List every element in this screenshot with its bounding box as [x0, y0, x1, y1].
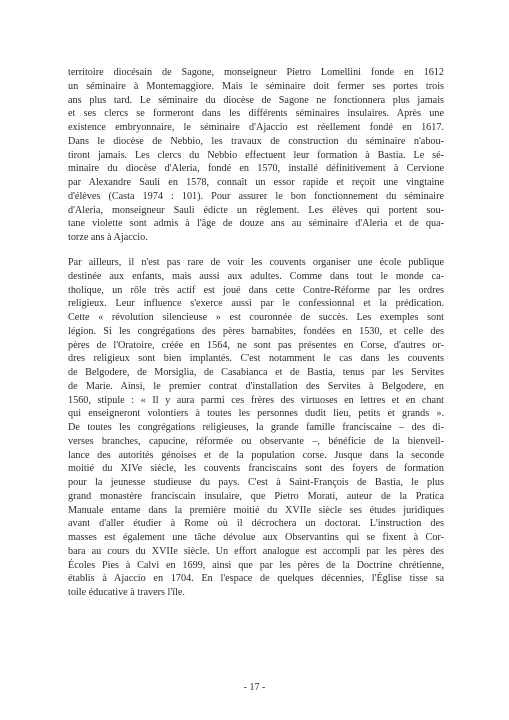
text-line: moitié du XIVe siècle, les couvents franciscains sont des foyers de formation [68, 463, 444, 475]
text-line: existence embryonnaire, le séminaire d'Ajaccio est réellement fondé en 1617. [68, 122, 444, 133]
text-line: Dans le diocèse de Nebbio, les travaux de construction du séminaire n'abou- [68, 135, 444, 147]
text-line: de Belgodere, de Morsiglia, de Casabianca et de Bastia, tenus par les Servites [68, 367, 444, 378]
text-line: Écoles Pies à Calvi en 1699, ainsi que par les pères de la Doctrine chrétienne, [68, 559, 444, 571]
text-line: avant d'aller étudier à Rome où il décrochera un doctorat. L'instruction des [68, 518, 444, 530]
text-line: dres religieux sont bien implantés. C'est notamment le cas dans les couvents [68, 353, 444, 365]
page-number: - 17 - [243, 682, 266, 693]
text-line: pour la jeunesse studieuse du pays. C'est à Saint-François de Bastia, le plus [68, 477, 444, 488]
text-line: Par ailleurs, il n'est pas rare de voir les couvents organiser une école publique [68, 257, 444, 268]
text-line: territoire diocésain de Sagone, monseigneur Pietro Lomellini fonde en 1612 [68, 67, 444, 78]
text-line: tane violette sont admis à l'âge de douze ans au séminaire d'Aleria et de qua- [68, 218, 444, 230]
text-line: toile éducative à travers l'île. [68, 587, 185, 598]
text-line: minaire du diocèse d'Aleria, fondé en 1570, installé définitivement à Cervione [68, 163, 444, 175]
text-line: torze ans à Ajaccio. [68, 232, 148, 243]
text-line: et ses clercs se formeront dans les différents séminaires insulaires. Après une [68, 108, 444, 120]
text-line: Manuale entame dans la première moitié du XVIIe siècle ses études juridiques [68, 504, 444, 516]
text-line: grand monastère franciscain insulaire, que Pietro Morati, auteur de la Pratica [68, 490, 444, 502]
text-line: tholique, un rôle très actif est joué dans cette Contre-Réforme par les ordres [68, 284, 444, 296]
text-line: verses branches, capucine, réformée ou observante –, bénéficie de la bienveil- [68, 435, 444, 447]
text-line: légion. Si les congrégations des pères barnabites, fondées en 1530, et celle des [68, 325, 444, 337]
text-line: de Marie. Ainsi, le premier contrat d'installation des Servites à Belgodere, en [68, 380, 444, 392]
text-line: d'élèves (Casta 1974 : 101). Pour assurer le bon fonctionnement du séminaire [68, 190, 444, 202]
text-line: lance des autorités génoises et de la population corse. Jusque dans la seconde [68, 449, 444, 461]
text-line: un séminaire à Montemaggiore. Mais le séminaire doit fermer ses portes trois [68, 80, 444, 92]
paragraph-convents [68, 256, 444, 600]
text-line: établis à Ajaccio en 1704. En l'espace de quelques décennies, l'Église tisse sa [68, 573, 444, 585]
text-line: Cette « révolution silencieuse » est couronnée de succès. Les exemples sont [68, 312, 444, 323]
text-line: 1560, stipule : « Il y aura parmi ces frères des virtuoses en lettres et en chant [68, 394, 444, 406]
text-line: bara au cours du XVIIe siècle. Un effort analogue est accompli par les pères des [68, 545, 444, 557]
text-line: destinée aux enfants, mais aussi aux adultes. Comme dans tout le monde ca- [68, 270, 444, 282]
text-line: par Alexandre Sauli en 1578, connaît un essor rapide et reçoit une vingtaine [68, 177, 444, 188]
text-line: masses est également une tâche dévolue aux Observantins qui se fixent à Cor- [68, 532, 444, 543]
text-line: De toutes les congrégations religieuses, la grande famille franciscaine – des di- [68, 422, 444, 433]
text-line: qui enseigneront volontiers à toutes les personnes dudit lieu, petits et grands ». [68, 408, 444, 420]
text-line: religieux. Leur influence s'exerce aussi par le confessionnal et la prédication. [68, 298, 444, 310]
text-line: pères de l'Oratoire, créée en 1564, ne sont pas présentes en Corse, d'autres or- [68, 339, 444, 351]
paragraph-seminaries [68, 66, 444, 245]
text-line: tiront jamais. Les clercs du Nebbio effectuent leur formation à Bastia. Le sé- [68, 149, 444, 161]
text-line: d'Aleria, monseigneur Sauli édicte un règlement. Les élèves qui portent sou- [68, 204, 444, 216]
text-line: ans plus tard. Le séminaire du diocèse de Sagone ne fonctionnera plus jamais [68, 94, 444, 106]
